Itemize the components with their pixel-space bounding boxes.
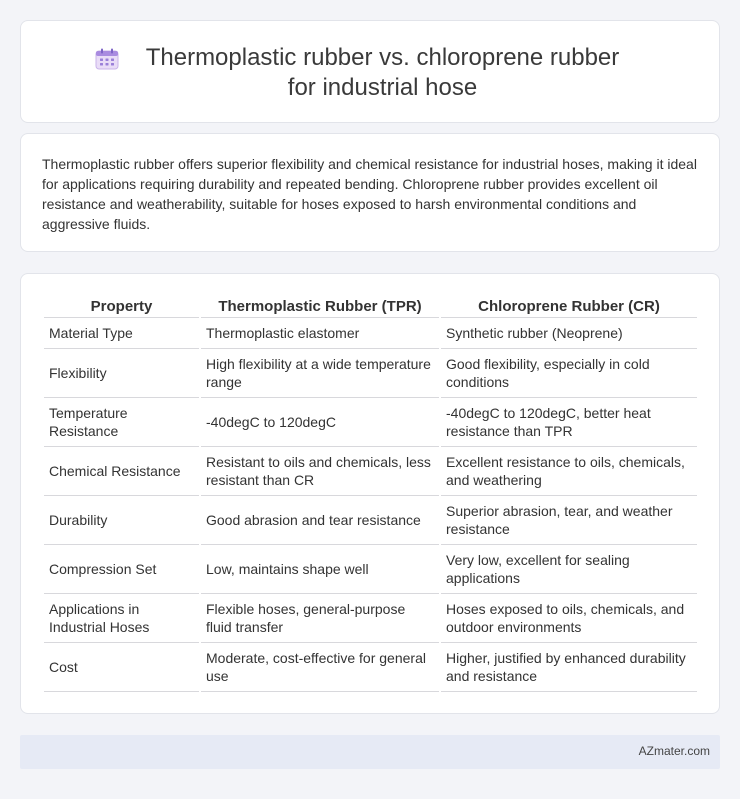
tpr-cell: Good abrasion and tear resistance: [201, 496, 439, 545]
comparison-table: [42, 296, 699, 692]
footer-bar: [20, 735, 720, 769]
page-title: Thermoplastic rubber vs. chloroprene rubber for industrial hose: [145, 44, 620, 101]
cr-cell: Higher, justified by enhanced durability and resistance: [441, 643, 697, 692]
table-row: [44, 318, 697, 349]
cr-cell: Good flexibility, especially in cold conditions: [441, 349, 697, 398]
property-cell: Material Type: [44, 318, 199, 349]
cr-cell: Very low, excellent for sealing applications: [441, 545, 697, 594]
tpr-cell: Thermoplastic elastomer: [201, 318, 439, 349]
cr-cell: Hoses exposed to oils, chemicals, and outdoor environments: [441, 594, 697, 643]
cr-cell: Superior abrasion, tear, and weather resistance: [441, 496, 697, 545]
table-row: [44, 545, 697, 594]
tpr-cell: Moderate, cost-effective for general use: [201, 643, 439, 692]
property-cell: Applications in Industrial Hoses: [44, 594, 199, 643]
tpr-cell: Flexible hoses, general-purpose fluid transfer: [201, 594, 439, 643]
property-cell: Cost: [44, 643, 199, 692]
footer-brand: AZmater.com: [638, 744, 710, 758]
property-cell: Chemical Resistance: [44, 447, 199, 496]
table-header-row: [44, 296, 697, 318]
property-cell: Flexibility: [44, 349, 199, 398]
table-row: [44, 349, 697, 398]
cr-cell: -40degC to 120degC, better heat resistance than TPR: [441, 398, 697, 447]
header-cr: Chloroprene Rubber (CR): [441, 296, 697, 318]
table-row: [44, 447, 697, 496]
summary-card: [20, 133, 720, 252]
tpr-cell: Low, maintains shape well: [201, 545, 439, 594]
comparison-card: [20, 273, 720, 714]
cr-cell: Synthetic rubber (Neoprene): [441, 318, 697, 349]
header-property: Property: [44, 296, 199, 318]
header-tpr: Thermoplastic Rubber (TPR): [201, 296, 439, 318]
property-cell: Temperature Resistance: [44, 398, 199, 447]
tpr-cell: -40degC to 120degC: [201, 398, 439, 447]
title-card: [20, 20, 720, 123]
tpr-cell: High flexibility at a wide temperature range: [201, 349, 439, 398]
table-row: [44, 398, 697, 447]
summary-text: Thermoplastic rubber offers superior flexibility and chemical resistance for industrial hoses, making it ideal for applications requiring durability and repeated bending. Chloroprene rubber provides excellent oil resistance and weatherability, suitable for hoses exposed to harsh environmental conditions and aggressive fluids.: [42, 156, 697, 232]
table-row: [44, 643, 697, 692]
table-row: [44, 496, 697, 545]
property-cell: Compression Set: [44, 545, 199, 594]
cr-cell: Excellent resistance to oils, chemicals, and weathering: [441, 447, 697, 496]
tpr-cell: Resistant to oils and chemicals, less resistant than CR: [201, 447, 439, 496]
property-cell: Durability: [44, 496, 199, 545]
table-row: [44, 594, 697, 643]
